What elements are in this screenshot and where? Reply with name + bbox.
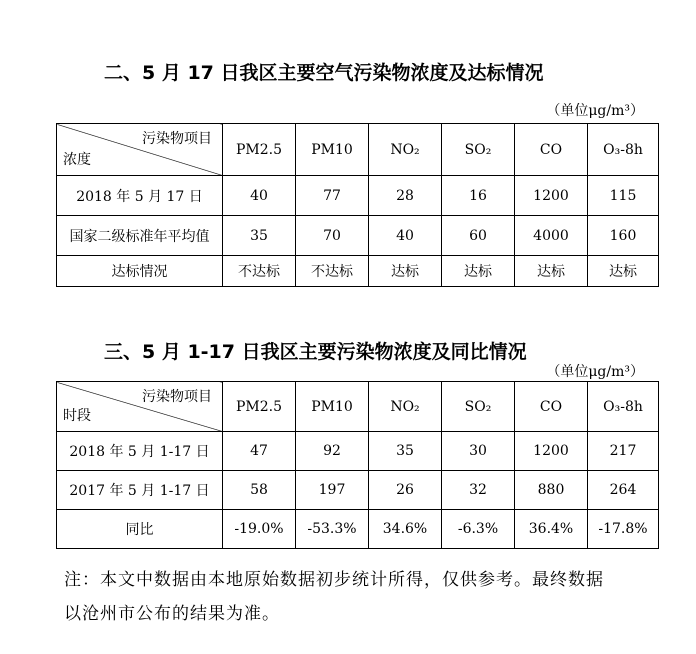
table-cell: -19.0% <box>223 510 296 549</box>
section2-heading: 三、5 月 1-17 日我区主要污染物浓度及同比情况 <box>104 341 527 363</box>
table-cell: 36.4% <box>515 510 588 549</box>
table-cell: 40 <box>223 176 296 216</box>
section1-unit-label: （单位μg/m³） <box>546 103 644 119</box>
table-row <box>57 176 659 216</box>
header-pollutant-label: 污染物项目 <box>142 131 212 147</box>
table-cell: 115 <box>588 176 659 216</box>
table-cell: 达标 <box>442 256 515 287</box>
footnote <box>64 563 664 631</box>
table-row <box>57 432 659 471</box>
table-cell: 30 <box>442 432 515 471</box>
table-header-row <box>57 124 659 176</box>
table-cell: 达标 <box>515 256 588 287</box>
column-header: SO₂ <box>442 382 515 432</box>
table-cell: 264 <box>588 471 659 510</box>
row-label: 2018 年 5 月 17 日 <box>57 176 223 216</box>
column-header: CO <box>515 382 588 432</box>
table-cell: 32 <box>442 471 515 510</box>
table-cell: 达标 <box>369 256 442 287</box>
table-cell: 28 <box>369 176 442 216</box>
row-label: 2018 年 5 月 1-17 日 <box>57 432 223 471</box>
section1-heading: 二、5 月 17 日我区主要空气污染物浓度及达标情况 <box>104 62 544 84</box>
column-header: NO₂ <box>369 124 442 176</box>
table-cell: 16 <box>442 176 515 216</box>
table-cell: 40 <box>369 216 442 256</box>
column-header: O₃-8h <box>588 124 659 176</box>
table-cell: 58 <box>223 471 296 510</box>
table-cell: 达标 <box>588 256 659 287</box>
section1-table <box>56 123 659 287</box>
table-cell: 217 <box>588 432 659 471</box>
header-pollutant-label: 污染物项目 <box>142 389 212 405</box>
table-cell: 1200 <box>515 432 588 471</box>
table-cell: 26 <box>369 471 442 510</box>
table-cell: 4000 <box>515 216 588 256</box>
header-row-label: 时段 <box>63 408 91 424</box>
column-header: O₃-8h <box>588 382 659 432</box>
footnote-line-2: 以沧州市公布的结果为准。 <box>64 604 280 624</box>
row-label: 同比 <box>57 510 223 549</box>
table-cell: 197 <box>296 471 369 510</box>
table-row <box>57 510 659 549</box>
row-label: 国家二级标准年平均值 <box>57 216 223 256</box>
header-row-label: 浓度 <box>63 152 91 168</box>
table-cell: 47 <box>223 432 296 471</box>
section2-table <box>56 381 659 549</box>
column-header: NO₂ <box>369 382 442 432</box>
table-cell: 不达标 <box>223 256 296 287</box>
table-cell: 35 <box>223 216 296 256</box>
section2-unit-label: （单位μg/m³） <box>546 364 644 380</box>
column-header: PM2.5 <box>223 124 296 176</box>
diagonal-header-cell <box>57 382 223 432</box>
column-header: CO <box>515 124 588 176</box>
table-cell: 880 <box>515 471 588 510</box>
table-cell: 35 <box>369 432 442 471</box>
column-header: PM10 <box>296 124 369 176</box>
row-label: 达标情况 <box>57 256 223 287</box>
table-cell: 1200 <box>515 176 588 216</box>
table-cell: 34.6% <box>369 510 442 549</box>
table-cell: -53.3% <box>296 510 369 549</box>
column-header: PM10 <box>296 382 369 432</box>
table-row <box>57 256 659 287</box>
table-cell: 160 <box>588 216 659 256</box>
table-row <box>57 471 659 510</box>
table-row <box>57 216 659 256</box>
table-cell: 77 <box>296 176 369 216</box>
column-header: PM2.5 <box>223 382 296 432</box>
table-cell: 70 <box>296 216 369 256</box>
diagonal-header-cell <box>57 124 223 176</box>
row-label: 2017 年 5 月 1-17 日 <box>57 471 223 510</box>
table-cell: 不达标 <box>296 256 369 287</box>
column-header: SO₂ <box>442 124 515 176</box>
table-cell: 60 <box>442 216 515 256</box>
table-cell: -17.8% <box>588 510 659 549</box>
table-cell: -6.3% <box>442 510 515 549</box>
footnote-line-1: 注：本文中数据由本地原始数据初步统计所得，仅供参考。最终数据 <box>64 570 604 590</box>
table-header-row <box>57 382 659 432</box>
table-cell: 92 <box>296 432 369 471</box>
